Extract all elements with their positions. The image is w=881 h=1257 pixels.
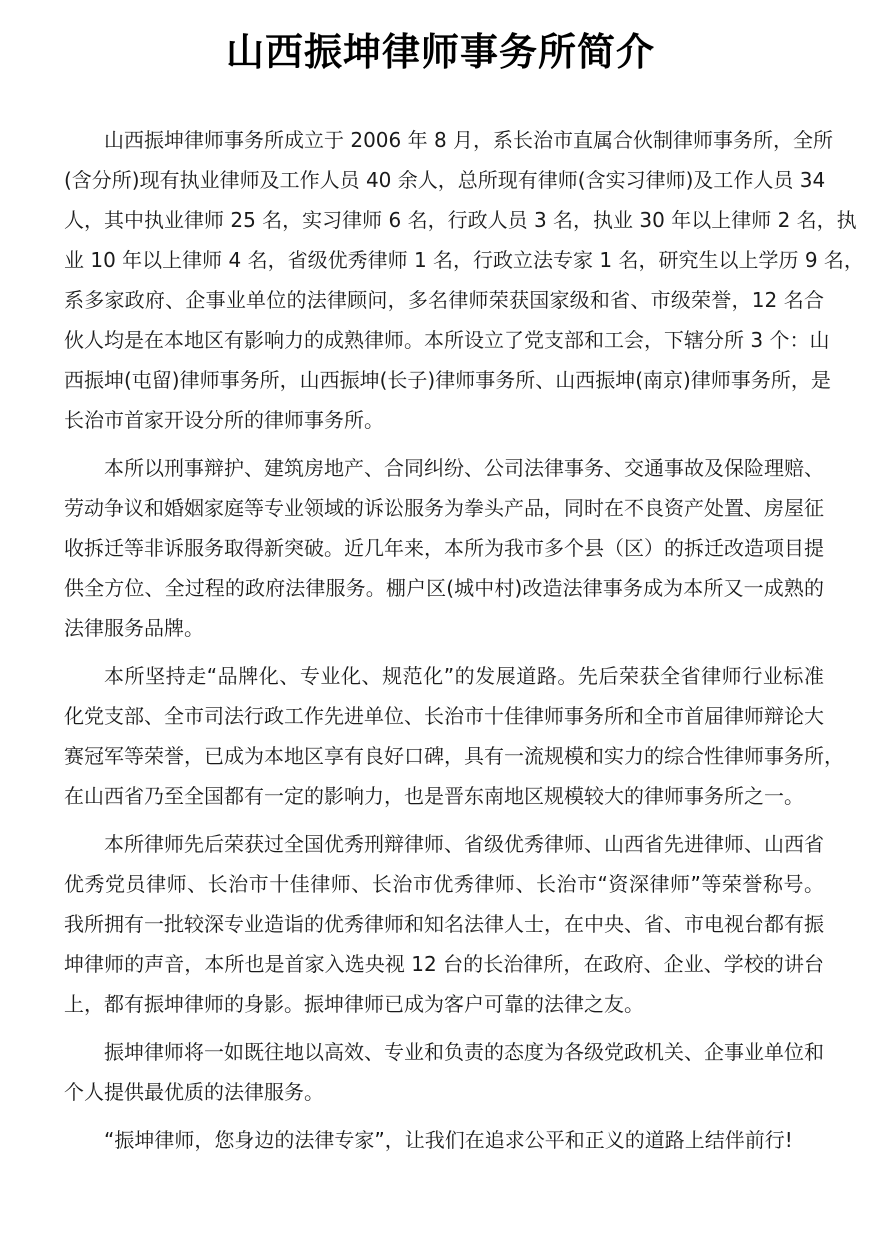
paragraph-spacer — [64, 1024, 824, 1032]
text-line: 坤律师的声音，本所也是首家入选央视 12 台的长治律所，在政府、企业、学校的讲台 — [64, 952, 824, 976]
text-line: 西振坤(屯留)律师事务所，山西振坤(长子)律师事务所、山西振坤(南京)律师事务所，是 — [64, 368, 831, 392]
paragraph-spacer — [64, 440, 824, 448]
text-line: 我所拥有一批较深专业造诣的优秀律师和知名法律人士，在中央、省、市电视台都有振 — [64, 912, 824, 936]
text-line: 劳动争议和婚姻家庭等专业领域的诉讼服务为拳头产品，同时在不良资产处置、房屋征 — [64, 496, 824, 520]
text-line: “振坤律师，您身边的法律专家”，让我们在追求公平和正义的道路上结伴前行! — [104, 1128, 793, 1152]
text-line: 本所以刑事辩护、建筑房地产、合同纠纷、公司法律事务、交通事故及保险理赔、 — [104, 456, 824, 480]
text-line: 山西振坤律师事务所成立于 2006 年 8 月，系长治市直属合伙制律师事务所，全所 — [104, 128, 834, 152]
document-body — [64, 120, 864, 1160]
paragraph-lawyer-honors — [64, 824, 824, 1024]
text-line: 长治市首家开设分所的律师事务所。 — [64, 408, 384, 432]
paragraph-firm-honors — [64, 656, 844, 816]
text-line: 供全方位、全过程的政府法律服务。棚户区(城中村)改造法律事务成为本所又一成熟的 — [64, 576, 824, 600]
text-line: 本所律师先后荣获过全国优秀刑辩律师、省级优秀律师、山西省先进律师、山西省 — [104, 832, 824, 856]
text-line: 优秀党员律师、长治市十佳律师、长治市优秀律师、长治市“资深律师”等荣誉称号。 — [64, 872, 824, 896]
paragraph-practice-areas — [64, 448, 824, 648]
text-line: 系多家政府、企事业单位的法律顾问，多名律师荣获国家级和省、市级荣誉，12 名合 — [64, 288, 824, 312]
text-line: 收拆迁等非诉服务取得新突破。近几年来，本所为我市多个县（区）的拆迁改造项目提 — [64, 536, 824, 560]
paragraph-commitment — [64, 1032, 824, 1112]
text-line: 业 10 年以上律师 4 名，省级优秀律师 1 名，行政立法专家 1 名，研究生以上学历 9 名， — [64, 248, 864, 272]
text-line: 赛冠军等荣誉，已成为本地区享有良好口碑，具有一流规模和实力的综合性律师事务所， — [64, 744, 844, 768]
text-line: 化党支部、全市司法行政工作先进单位、长治市十佳律师事务所和全市首届律师辩论大 — [64, 704, 824, 728]
text-line: 上，都有振坤律师的身影。振坤律师已成为客户可靠的法律之友。 — [64, 992, 644, 1016]
text-line: 人，其中执业律师 25 名，实习律师 6 名，行政人员 3 名，执业 30 年以上律师 2 名，执 — [64, 208, 857, 232]
text-line: 本所坚持走“品牌化、专业化、规范化”的发展道路。先后荣获全省律师行业标准 — [104, 664, 824, 688]
text-line: 个人提供最优质的法律服务。 — [64, 1080, 324, 1104]
text-line: 法律服务品牌。 — [64, 616, 204, 640]
paragraph-slogan — [64, 1120, 824, 1160]
text-line: 伙人均是在本地区有影响力的成熟律师。本所设立了党支部和工会，下辖分所 3 个：山 — [64, 328, 830, 352]
paragraph-spacer — [64, 1112, 824, 1120]
text-line: (含分所)现有执业律师及工作人员 40 余人，总所现有律师(含实习律师)及工作人员 34 — [64, 168, 826, 192]
paragraph-overview — [64, 120, 864, 440]
document-title: 山西振坤律师事务所简介 — [225, 29, 655, 74]
paragraph-spacer — [64, 648, 824, 656]
text-line: 在山西省乃至全国都有一定的影响力，也是晋东南地区规模较大的律师事务所之一。 — [64, 784, 804, 808]
paragraph-spacer — [64, 816, 824, 824]
text-line: 振坤律师将一如既往地以高效、专业和负责的态度为各级党政机关、企事业单位和 — [104, 1040, 824, 1064]
